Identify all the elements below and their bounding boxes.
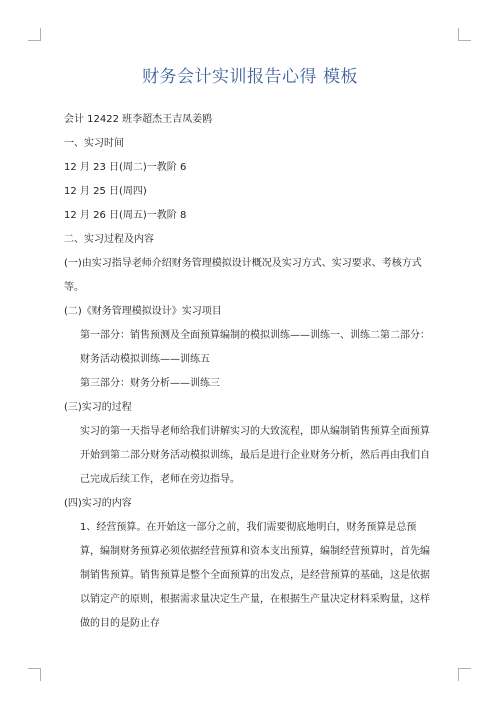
crop-mark-bottom-left <box>28 668 41 681</box>
paragraph-intro: (一)由实习指导老师介绍财务管理模拟设计概况及实习方式、实习要求、考核方式等。 <box>64 258 422 293</box>
subheading-project: (二)《财务管理模拟设计》实习项目 <box>64 306 222 317</box>
paragraph-process: 实习的第一天指导老师给我们讲解实习的大致流程，即从编制销售预算全面预算开始到第二部分财务活动模拟训练，最后是进行企业财务分析，然后再由我们自己完成后续工作，老师在旁边指导。 <box>80 426 430 485</box>
paragraph-budget: 1、经营预算。在开始这一部分之前，我们需要彻底地明白，财务预算是总预算，编制财务预算必须依据经营预算和资本支出预算，编制经营预算时，首先编制销售预算。销售预算是整个全面预算的出发点，是经营预算的基础，这是依据以销定产的原则，根据需求量决定生产量，在根据生产量决定材料采购量，这样做的目的是防止存 <box>80 522 430 629</box>
document-body <box>64 108 436 636</box>
date-line-2: 12 月 25 日(周四) <box>64 186 147 197</box>
section-heading-process: 二、实习过程及内容 <box>64 234 154 245</box>
paragraph-part-three: 第三部分：财务分析——训练三 <box>80 378 220 389</box>
crop-mark-top-right <box>458 28 471 41</box>
date-line-1: 12 月 23 日(周二)一教阶 6 <box>64 162 187 173</box>
document-title: 财务会计实训报告心得 模板 <box>142 67 358 87</box>
class-members-line: 会计 12422 班李超杰王吉凤姜鸥 <box>64 114 213 125</box>
section-heading-time: 一、实习时间 <box>64 138 124 149</box>
subheading-content: (四)实习的内容 <box>64 498 132 509</box>
paragraph-part-one: 第一部分：销售预测及全面预算编制的模拟训练——训练一、训练二第二部分：财务活动模拟训练——训练五 <box>80 330 430 365</box>
subheading-process: (三)实习的过程 <box>64 402 132 413</box>
crop-mark-top-left <box>28 28 41 41</box>
crop-mark-bottom-right <box>458 668 471 681</box>
date-line-3: 12 月 26 日(周五)一教阶 8 <box>64 210 187 221</box>
